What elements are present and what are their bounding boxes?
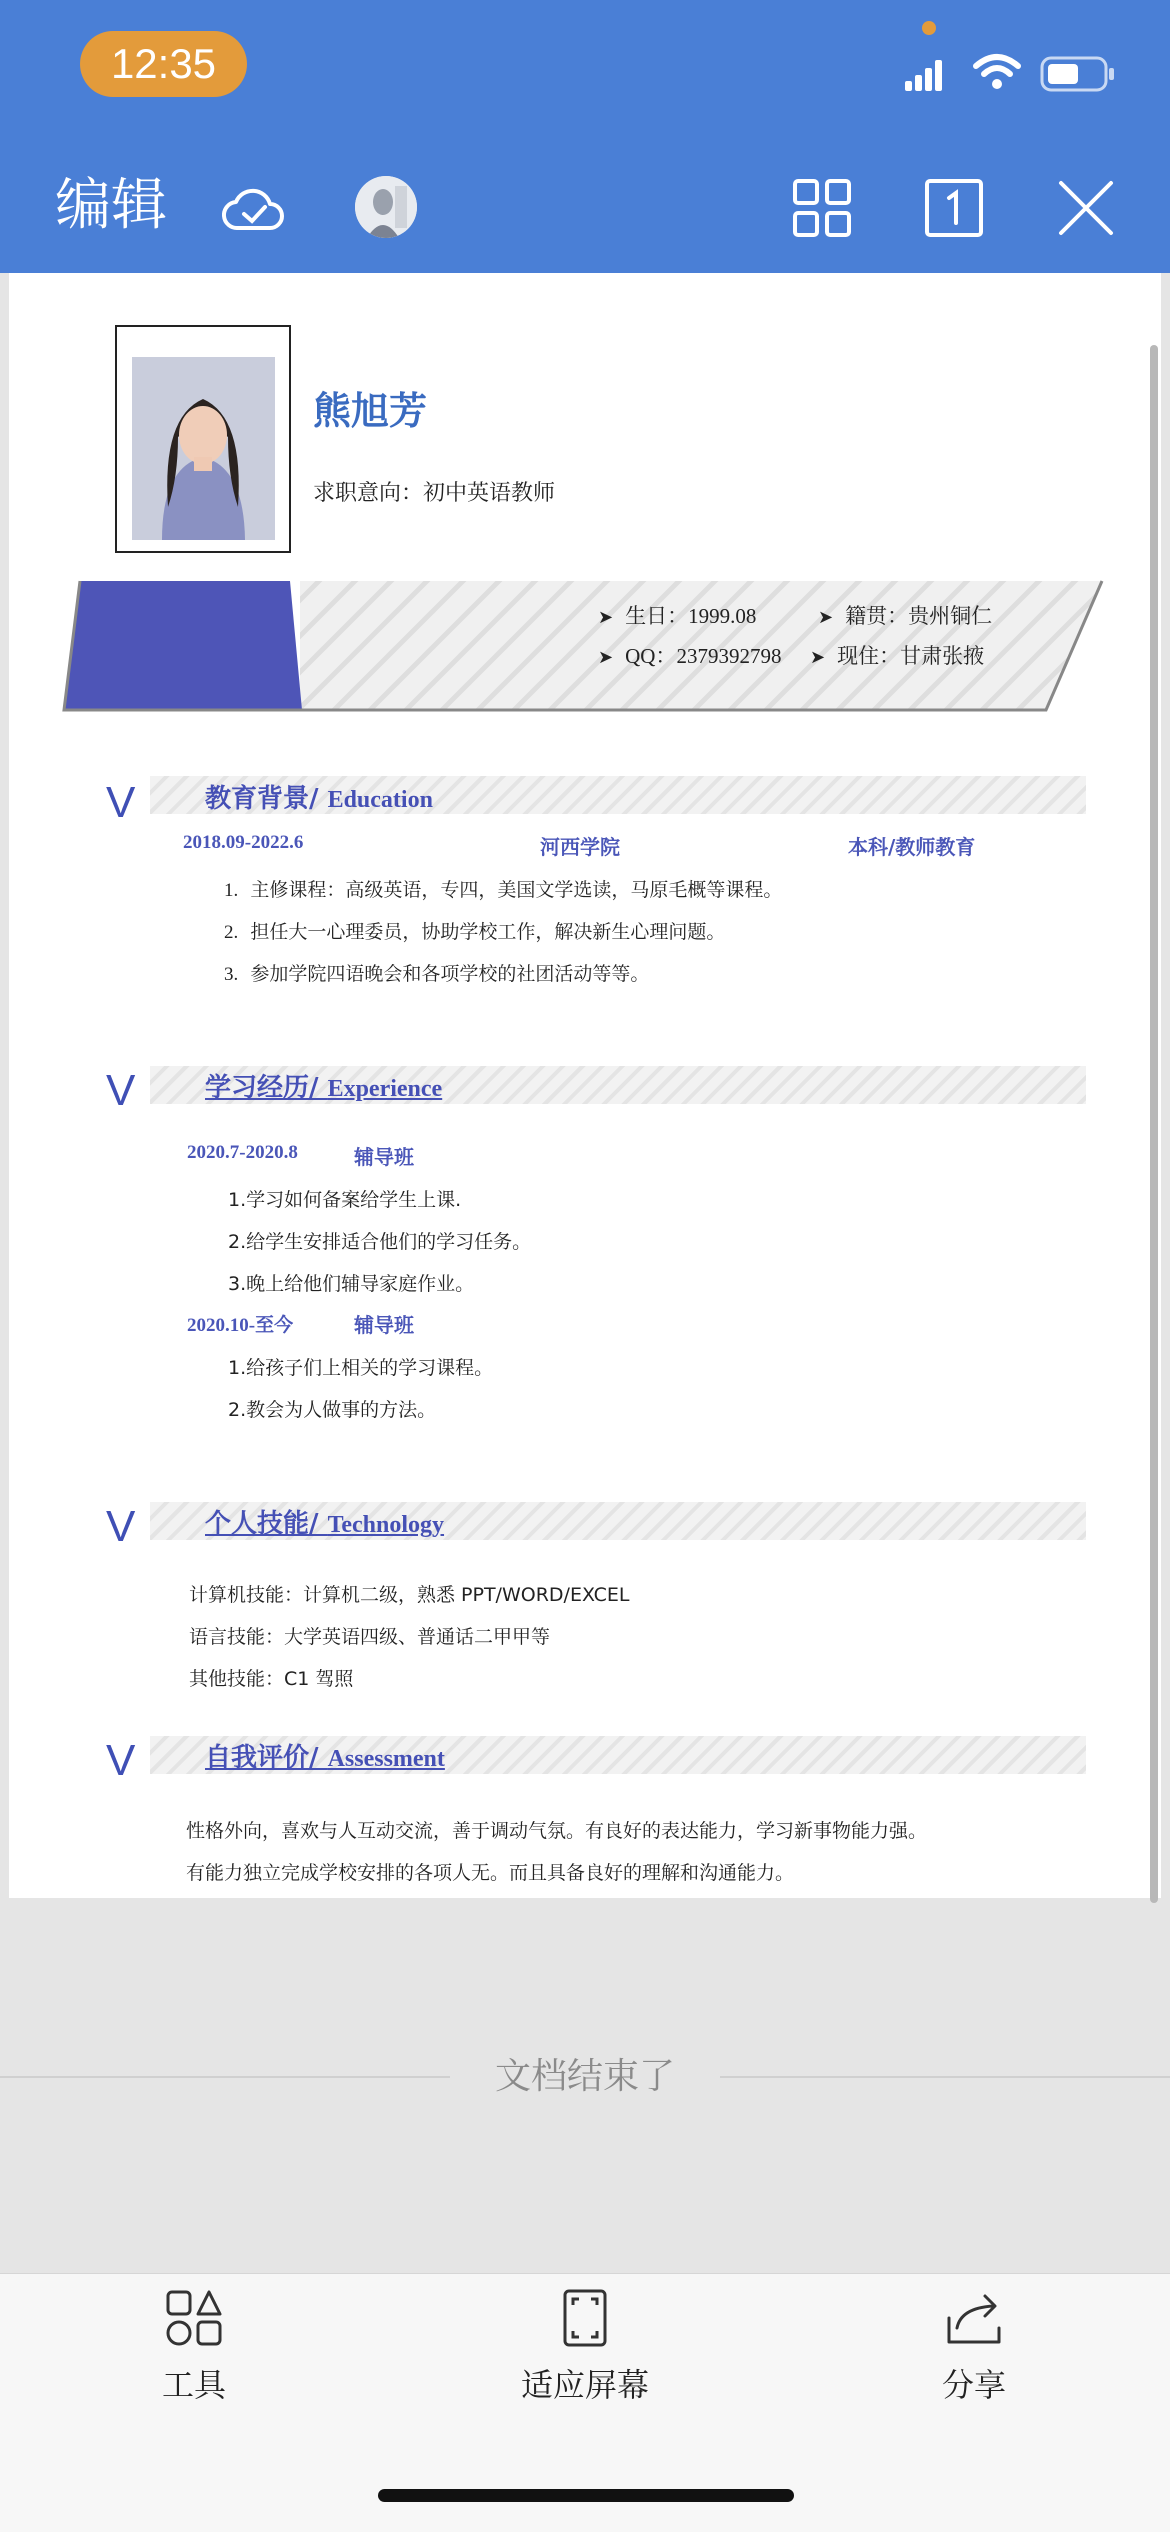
education-item-number: 3. [224,964,239,985]
assessment-v-mark: V [106,1736,136,1785]
info-banner [0,576,1170,716]
grid-view-icon[interactable] [792,178,852,238]
education-title-cn: 教育背景/ [205,784,319,814]
share-label[interactable]: 分享 [941,2366,1006,2404]
candidate-name: 熊旭芳 [313,389,428,433]
education-item [224,917,725,944]
job-intent-value: 初中英语教师 [423,481,556,506]
experience-org: 辅导班 [354,1145,414,1169]
hometown-value: 贵州铜仁 [908,604,993,628]
home-indicator[interactable] [378,2489,794,2502]
qq-value: 2379392798 [676,644,782,668]
education-item-number: 1. [224,880,239,901]
education-item-text: 担任大一心理委员，协助学校工作，解决新生心理问题。 [250,921,726,943]
status-time: 12:35 [80,31,247,97]
skills-v-mark: V [106,1502,136,1551]
profile-photo-frame [115,325,291,553]
info-birthday: ➤ 生日：1999.08 [598,604,757,628]
experience-org: 辅导班 [354,1313,414,1337]
experience-period: 2020.10-至今 [187,1315,294,1336]
skill-line: 其他技能：C1 驾照 [189,1668,354,1690]
job-intent [313,476,555,507]
qq-label: QQ： [625,644,677,668]
experience-title-cn: 学习经历/ [205,1073,319,1103]
education-title-en: Education [327,787,433,813]
fit-screen-button[interactable] [485,2288,685,2352]
share-icon [943,2288,1005,2348]
assessment-title-cn: 自我评价/ [205,1743,319,1773]
residence-value: 甘肃张掖 [900,644,985,668]
skill-line: 语言技能：大学英语四级、普通话二甲甲等 [189,1626,551,1648]
assessment-title [205,1737,445,1774]
fit-screen-label[interactable]: 适应屏幕 [520,2366,649,2404]
skill-line: 计算机技能：计算机二级，熟悉 PPT/WORD/EXCEL [189,1584,630,1606]
tools-label[interactable]: 工具 [161,2366,226,2404]
experience-item: 2.教会为人做事的方法。 [228,1399,437,1421]
education-item-number: 2. [224,922,239,943]
experience-period: 2020.7-2020.8 [187,1142,298,1163]
experience-item: 1.学习如何备案给学生上课. [228,1189,462,1211]
hometown-label: 籍贯： [845,604,909,628]
fit-screen-icon [555,2288,615,2348]
experience-item: 1.给孩子们上相关的学习课程。 [228,1357,494,1379]
assessment-line: 性格外向，喜欢与人互动交流，善于调动气氛。有良好的表达能力，学习新事物能力强。 [186,1820,928,1842]
share-button[interactable] [874,2288,1074,2352]
skills-title [205,1503,444,1540]
birthday-label: 生日： [625,604,689,628]
close-icon[interactable] [1056,178,1116,238]
privacy-indicator-dot [922,21,936,35]
education-school: 河西学院 [540,835,620,859]
education-v-mark: V [106,778,136,827]
page-count-icon[interactable] [924,178,984,238]
cloud-check-icon[interactable] [222,180,286,236]
experience-title-en: Experience [327,1076,443,1102]
education-item-text: 主修课程：高级英语，专四，美国文学选读，马原毛概等课程。 [250,879,783,901]
end-of-document-label: 文档结束了 [494,2056,675,2097]
signal-icon [905,55,953,91]
info-residence: ➤ 现住：甘肃张掖 [810,644,985,668]
experience-v-mark: V [106,1066,136,1115]
experience-title [205,1067,442,1104]
edit-button[interactable]: 编辑 [55,173,167,238]
residence-label: 现住： [837,644,901,668]
battery-icon [1040,56,1116,92]
education-item [224,875,782,902]
education-degree: 本科/教师教育 [848,835,976,859]
tools-icon [164,2288,224,2348]
assessment-line: 有能力独立完成学校安排的各项人无。而且具备良好的理解和沟通能力。 [186,1862,795,1884]
experience-item: 2.给学生安排适合他们的学习任务。 [228,1231,532,1253]
assessment-title-en: Assessment [327,1746,445,1772]
education-item [224,959,649,986]
education-item-text: 参加学院四语晚会和各项学校的社团活动等等。 [250,963,650,985]
skills-title-en: Technology [327,1512,445,1538]
profile-photo [132,357,275,540]
info-qq: ➤ QQ：2379392798 [598,644,782,668]
avatar-image [355,176,417,238]
avatar[interactable] [355,176,417,238]
education-period: 2018.09-2022.6 [183,832,304,853]
job-intent-label: 求职意向： [313,481,424,506]
education-title [205,778,433,815]
birthday-value: 1999.08 [688,604,757,628]
skills-title-cn: 个人技能/ [205,1509,319,1539]
experience-item: 3.晚上给他们辅导家庭作业。 [228,1273,475,1295]
info-hometown: ➤ 籍贯：贵州铜仁 [818,604,993,628]
wifi-icon [972,52,1022,92]
tools-button[interactable] [94,2288,294,2352]
